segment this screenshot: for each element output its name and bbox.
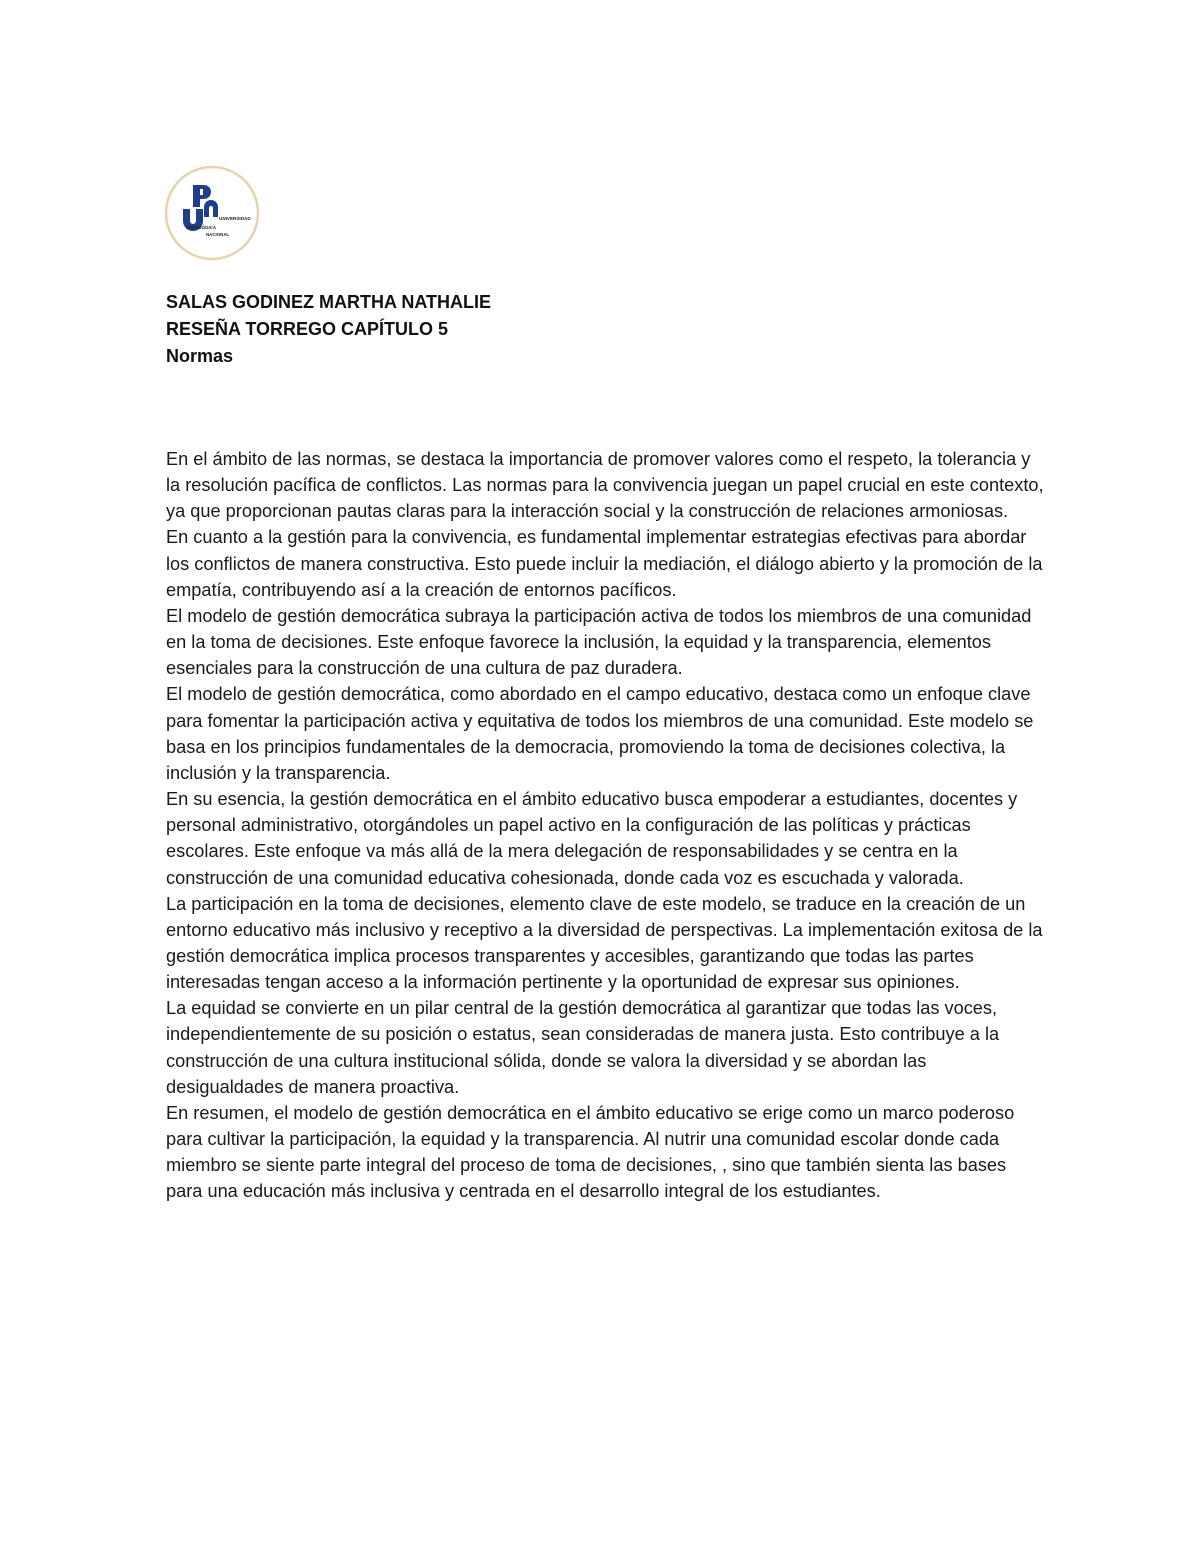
body-paragraph: En el ámbito de las normas, se destaca la importancia de promover valores como el respeto, la tolerancia y la resolución pacífica de conflictos. Las normas para la convivencia juegan un papel crucial en este contexto, ya que proporcionan pautas claras para la interacción social y la construcción de relaciones armoniosas. <box>166 449 1044 522</box>
upn-logo <box>164 165 260 261</box>
document-title: RESEÑA TORREGO CAPÍTULO 5 <box>166 319 449 339</box>
body-paragraph: La participación en la toma de decisiones, elemento clave de este modelo, se traduce en la creación de un entorno educativo más inclusivo y receptivo a la diversidad de perspectivas. La implementación exitosa de la gestión democrática implica procesos transparentes y accesibles, garantizando que todas las partes interesadas tengan acceso a la información pertinente y la oportunidad de expresar sus opiniones. <box>166 893 1043 993</box>
logo-text-line2: PEDAGÓGICA <box>186 225 217 230</box>
body-paragraph: En cuanto a la gestión para la convivencia, es fundamental implementar estrategias efectivas para abordar los conflictos de manera constructiva. Esto puede incluir la mediación, el diálogo abierto y la promoción de la empatía, contribuyendo así a la creación de entornos pacíficos. <box>166 527 1043 600</box>
body-paragraph: El modelo de gestión democrática subraya la participación activa de todos los miembros de una comunidad en la toma de decisiones. Este enfoque favorece la inclusión, la equidad y la transparencia, elementos esenciales para la construcción de una cultura de paz duradera. <box>166 605 1032 679</box>
body-paragraph: En su esencia, la gestión democrática en el ámbito educativo busca empoderar a estudiantes, docentes y personal administrativo, otorgándoles un papel activo en la configuración de las políticas y prácticas escolares. Este enfoque va más allá de la mera delegación de responsabilidades y se centra en la construcción de una comunidad educativa cohesionada, donde cada voz es escuchada y valorada. <box>166 789 1018 888</box>
author-name: SALAS GODINEZ MARTHA NATHALIE <box>166 292 491 312</box>
document-body <box>166 446 1046 1205</box>
body-paragraph: El modelo de gestión democrática, como abordado en el campo educativo, destaca como un enfoque clave para fomentar la participación activa y equitativa de todos los miembros de una comunidad. Este modelo se basa en los principios fundamentales de la democracia, promoviendo la toma de decisiones colectiva, la inclusión y la transparencia. <box>166 684 1034 783</box>
document-header <box>166 289 491 370</box>
body-paragraph: En resumen, el modelo de gestión democrática en el ámbito educativo se erige como un marco poderoso para cultivar la participación, la equidad y la transparencia. Al nutrir una comunidad escolar donde cada miembro se siente parte integral del proceso de toma de decisiones, , sino que también sienta las bases para una educación más inclusiva y centrada en el desarrollo integral de los estudiantes. <box>166 1102 1015 1202</box>
document-subtitle: Normas <box>166 346 234 366</box>
logo-text-line3: NACIONAL <box>206 232 230 237</box>
logo-text-line1: UNIVERSIDAD <box>219 216 251 221</box>
body-paragraph: La equidad se convierte en un pilar central de la gestión democrática al garantizar que todas las voces, independientemente de su posición o estatus, sean consideradas de manera justa. Esto contribuye a la construcción de una cultura institucional sólida, donde se valora la diversidad y se abordan las desigualdades de manera proactiva. <box>166 998 1000 1097</box>
